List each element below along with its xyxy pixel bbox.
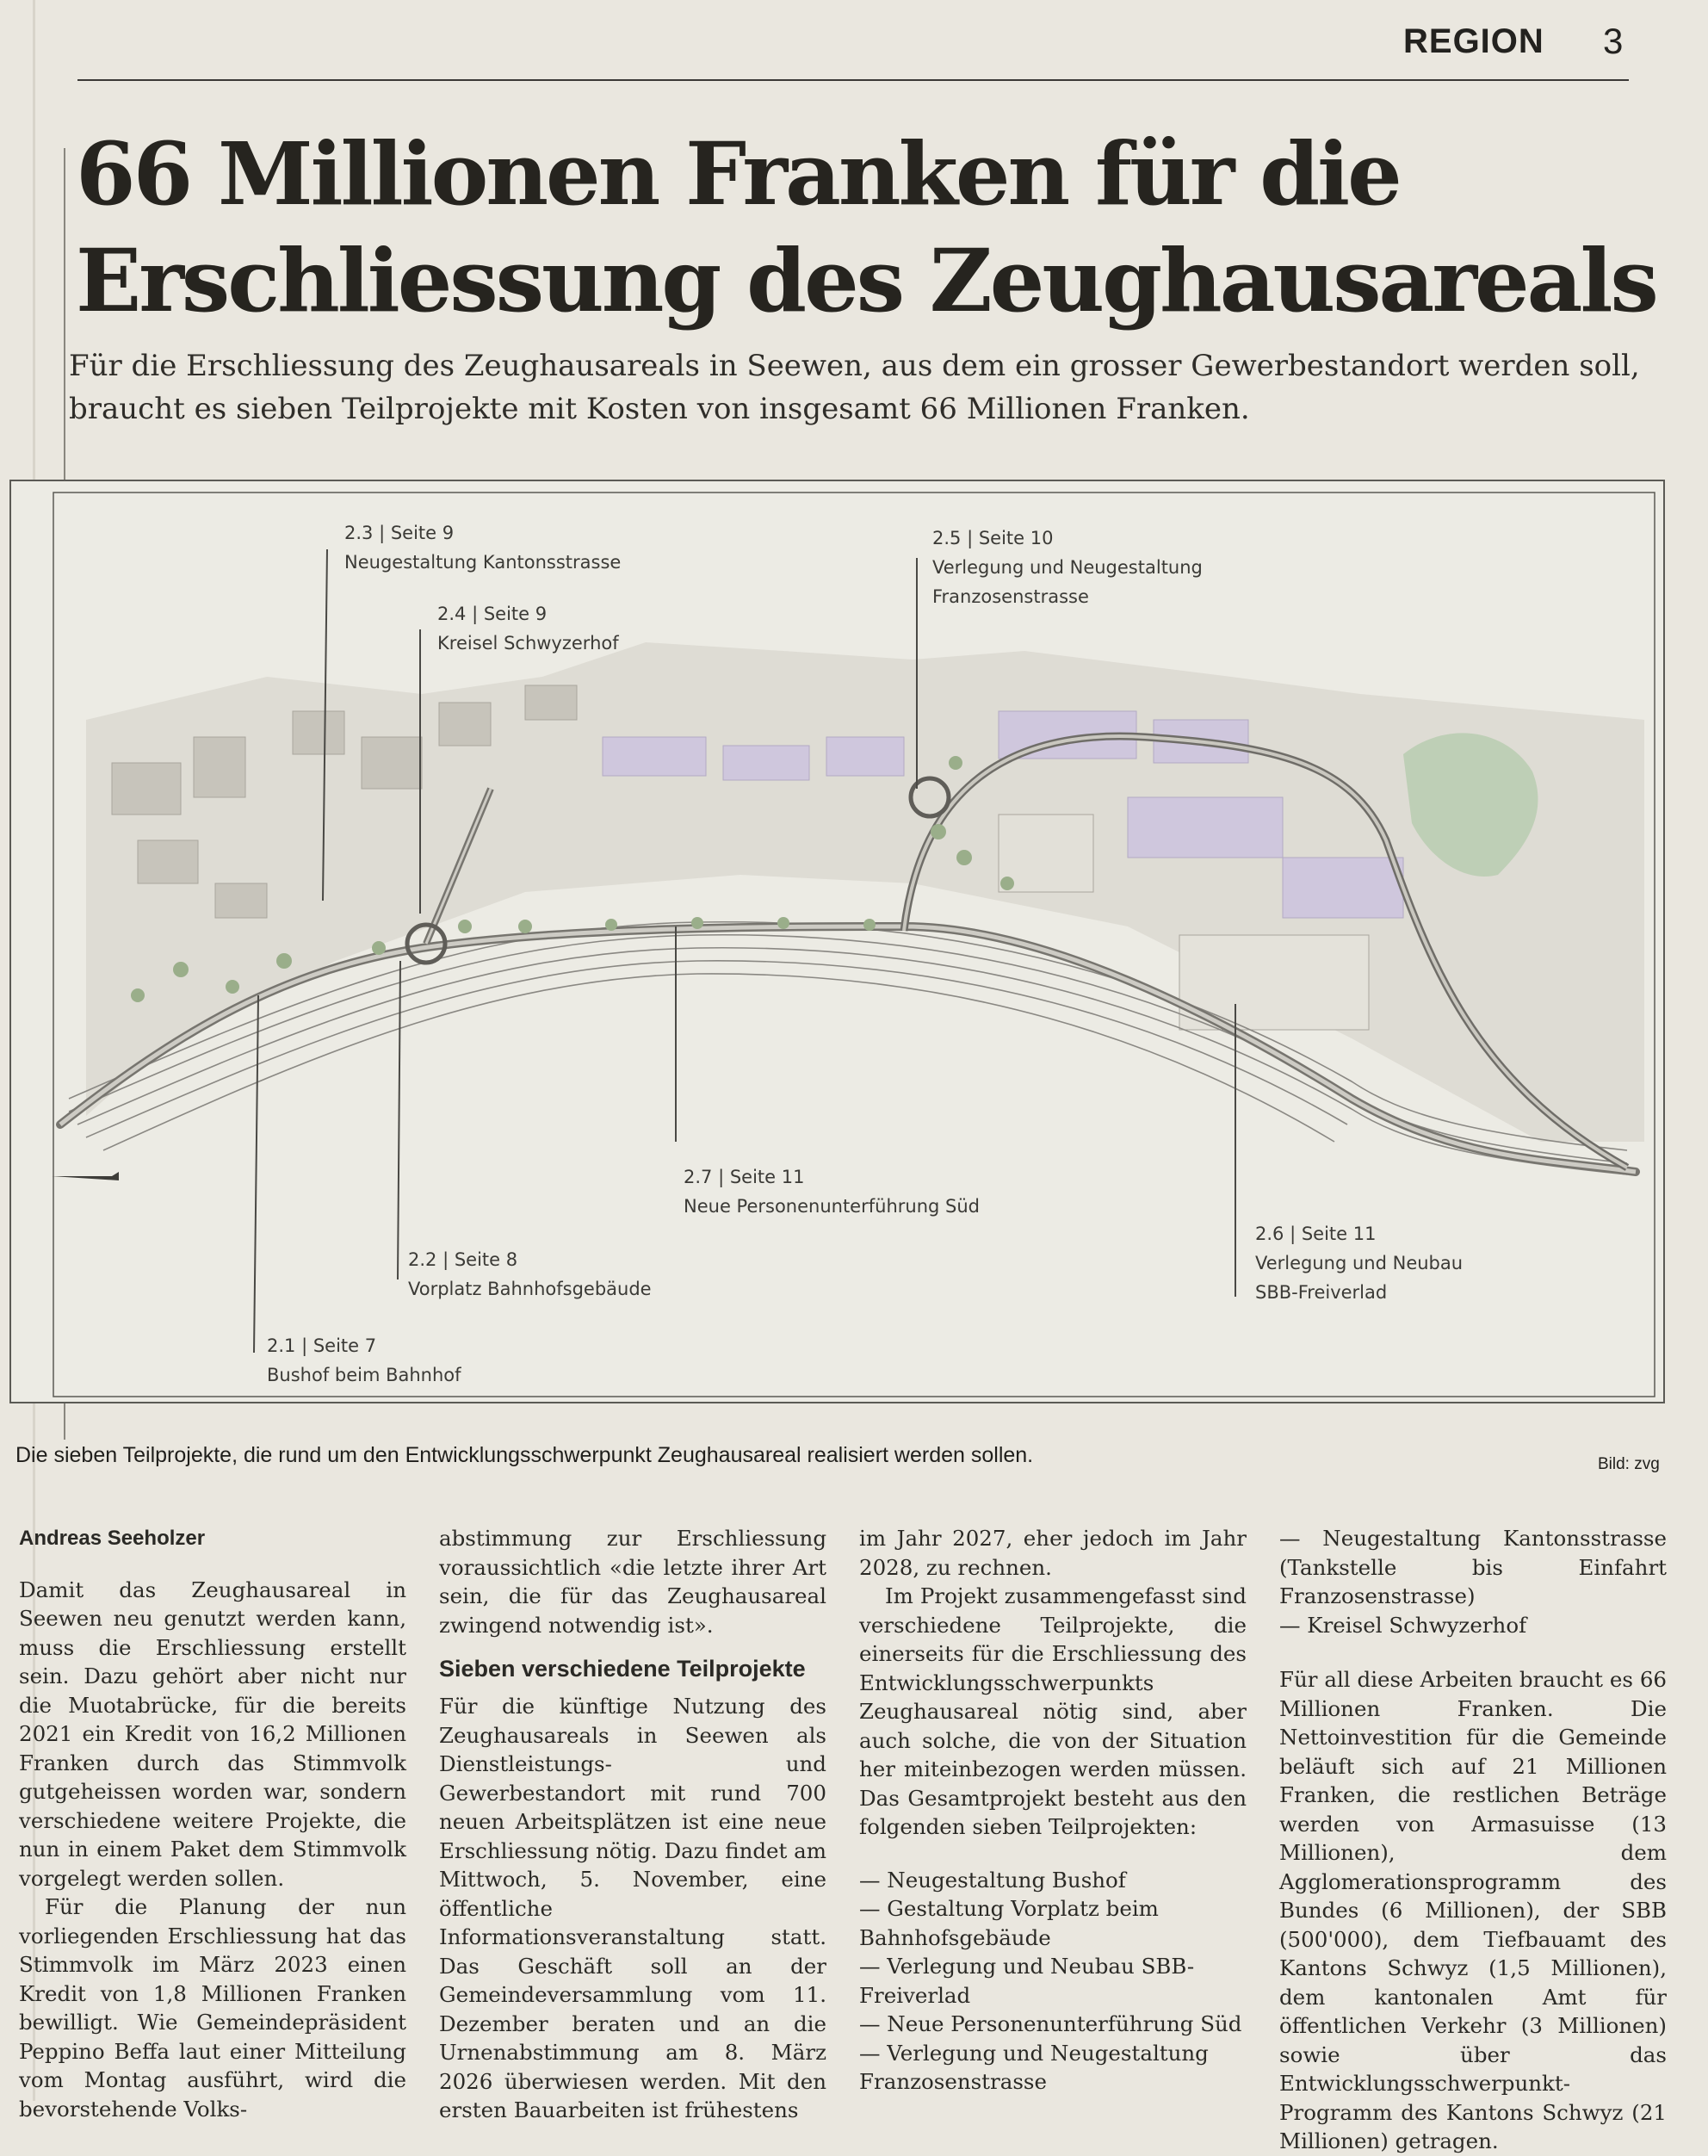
callout-2-3 — [344, 518, 621, 577]
callout-2-5 — [932, 524, 1203, 611]
image-credit: Bild: zvg — [1598, 1455, 1660, 1473]
author-name: Andreas Seeholzer — [19, 1527, 206, 1550]
headline-line-1: 66 Millionen Franken für die — [76, 123, 1400, 225]
callout-2-3-ref: 2.3 | Seite 9 — [344, 523, 455, 543]
list-item: — Neugestaltung Kantonsstrasse (Tankstelle bis Einfahrt Franzosenstrasse) — [1279, 1526, 1667, 1608]
callout-2-2-ref: 2.2 | Seite 8 — [408, 1249, 518, 1270]
site-plan-figure — [9, 479, 1666, 1404]
list-item: — Verlegung und Neubau SBB-Freiverlad — [859, 1954, 1195, 2008]
article-column-1 — [19, 1524, 406, 2123]
callout-2-5-label-2: Franzosenstrasse — [932, 586, 1089, 607]
list-item: — Neue Personenunterführung Süd — [859, 2011, 1242, 2036]
callout-2-1-ref: 2.1 | Seite 7 — [267, 1335, 377, 1356]
body-paragraph: Damit das Zeughausareal in Seewen neu genutzt werden kann, muss die Erschliessung erstellt sein. Dazu gehört aber nicht nur die Muotabrücke, für die bereits 2021 ein Kredit von 16,2 Millionen Franken durch das Stimmvolk gutgeheissen worden war, sondern verschiedene weitere Projekte, die nun in einem Paket dem Stimmvolk vorgelegt werden sollen. — [19, 1577, 406, 1891]
callout-2-7 — [684, 1162, 980, 1221]
section-title: REGION — [1403, 22, 1544, 60]
page-number: 3 — [1603, 21, 1624, 61]
callout-2-3-label: Neugestaltung Kantonsstrasse — [344, 552, 622, 573]
article-column-2 — [439, 1524, 826, 2125]
figure-caption: Die sieben Teilprojekte, die rund um den Entwicklungsschwerpunkt Zeughausareal realisiert werden sollen. — [15, 1443, 1034, 1467]
headline-line-2: Erschliessung des Zeughausareals — [76, 230, 1656, 331]
header-rule — [77, 79, 1629, 81]
callout-2-2-label: Vorplatz Bahnhofsgebäude — [408, 1279, 652, 1299]
callout-2-2 — [408, 1245, 652, 1304]
callout-2-5-label: Verlegung und Neugestaltung — [932, 557, 1203, 578]
callout-2-1-label: Bushof beim Bahnhof — [267, 1365, 461, 1385]
callout-2-7-ref: 2.7 | Seite 11 — [684, 1167, 805, 1187]
callout-2-4-label: Kreisel Schwyzerhof — [437, 633, 619, 654]
headline — [76, 121, 1660, 334]
callout-2-6-ref: 2.6 | Seite 11 — [1255, 1224, 1377, 1244]
body-paragraph: Für die Planung der nun vorliegenden Erschliessung hat das Stimmvolk im März 2023 einen Kredit von 1,8 Millionen Franken bewilligt. Wie Gemeindepräsident Peppino Beffa laut einer Mitteilung vom Montag ausführt, wird die bevorstehende Volks- — [19, 1894, 406, 2122]
article-column-4 — [1279, 1524, 1667, 2156]
callout-2-6-label-2: SBB-Freiverlad — [1255, 1282, 1388, 1303]
body-paragraph: Für die künftige Nutzung des Zeughausareals in Seewen als Dienstleistungs- und Gewerbestandort mit rund 700 neuen Arbeitsplätzen ist eine neue Erschliessung nötig. Dazu findet am Mittwoch, 5. November, eine öffentliche Informationsveranstaltung statt. Das Geschäft soll an der Gemeindeversammlung vom 11. Dezember beraten und an die Urnenabstimmung am 8. März 2026 überwiesen werden. Mit den ersten Bauarbeiten ist frühestens — [439, 1694, 826, 2122]
body-paragraph: abstimmung zur Erschliessung voraussichtlich «die letzte ihrer Art sein, die für das Zeughausareal zwingend notwendig ist». — [439, 1526, 826, 1638]
body-paragraph: Für all diese Arbeiten braucht es 66 Millionen Franken. Die Nettoinvestition für die Gemeinde beläuft sich auf 21 Millionen Franken, die restlichen Beträge werden von Armasuisse (13 Millionen), dem Agglomerationsprogramm des Bundes (6 Millionen), der SBB (500'000), dem Tiefbauamt des Kantons Schwyz (1,5 Millionen), dem kantonalen Amt für öffentlichen Verkehr (3 Millionen) sowie über das Entwicklungsschwerpunkt-Programm des Kantons Schwyz (21 Millionen) getragen. — [1279, 1667, 1667, 2153]
callout-2-7-label: Neue Personenunterführung Süd — [684, 1196, 980, 1217]
callout-2-1 — [267, 1331, 461, 1390]
callout-2-4-ref: 2.4 | Seite 9 — [437, 604, 548, 624]
callout-2-5-ref: 2.5 | Seite 10 — [932, 528, 1054, 548]
lead-paragraph: Für die Erschliessung des Zeughausareals in Seewen, aus dem ein grosser Gewerbestandort werden soll, braucht es sieben Teilprojekte mit Kosten von insgesamt 66 Millionen Franken. — [69, 349, 1640, 426]
subheading: Sieben verschiedene Teilprojekte — [439, 1656, 806, 1682]
callout-2-6-label: Verlegung und Neubau — [1255, 1253, 1464, 1273]
list-item: — Verlegung und Neugestaltung Franzosenstrasse — [859, 2040, 1209, 2094]
body-paragraph: im Jahr 2027, eher jedoch im Jahr 2028, zu rechnen. — [859, 1526, 1247, 1580]
list-item: — Gestaltung Vorplatz beim Bahnhofsgebäude — [859, 1896, 1159, 1950]
article-column-3 — [859, 1524, 1247, 2097]
callout-2-6 — [1255, 1219, 1463, 1307]
body-paragraph: Im Projekt zusammengefasst sind verschiedene Teilprojekte, die einerseits für die Erschliessung des Entwicklungsschwerpunkts Zeughausareal nötig sind, aber auch solche, die von der Situation her miteinbezogen werden müssen. Das Gesamtprojekt besteht aus den folgenden sieben Teilprojekten: — [859, 1583, 1247, 1839]
list-item: — Neugestaltung Bushof — [859, 1867, 1126, 1893]
list-item: — Kreisel Schwyzerhof — [1279, 1612, 1527, 1638]
callout-2-4 — [437, 599, 619, 658]
